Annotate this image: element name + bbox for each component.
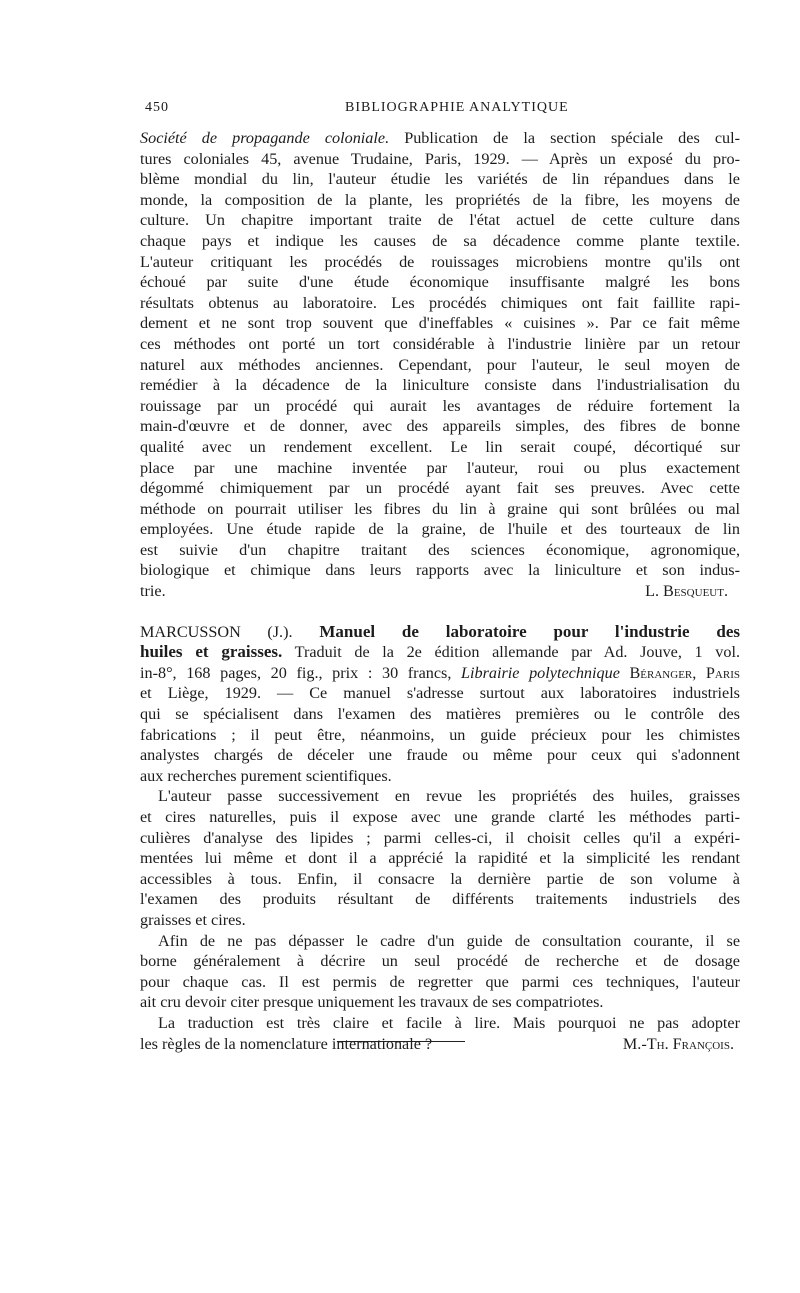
review-line: biologique et chimique dans leurs rapports avec la liniculture et son indus- bbox=[140, 561, 740, 580]
review-line: qualité avec un rendement excellent. Le lin serait coupé, décortiqué sur bbox=[140, 437, 740, 456]
review-line: Afin de ne pas dépasser le cadre d'un guide de consultation courante, il se bbox=[158, 931, 740, 950]
review-line: place par une machine inventée par l'auteur, roui ou plus exactement bbox=[140, 458, 740, 477]
review-line: aux recherches purement scientifiques. bbox=[140, 766, 392, 785]
review-line: accessibles à tous. Enfin, il consacre la dernière partie de son volume à bbox=[140, 869, 740, 888]
review-line: rouissage par un procédé qui aurait les avantages de réduire fortement la bbox=[140, 396, 740, 415]
review-heading-line bbox=[140, 622, 740, 643]
review-line: La traduction est très claire et facile à lire. Mais pourquoi ne pas adopter bbox=[158, 1013, 740, 1032]
review-line: l'examen des produits résultant de différents traitements industriels des bbox=[140, 890, 740, 909]
review-marcusson bbox=[140, 622, 740, 1054]
review-line: blème mondial du lin, l'auteur étudie les variétés de lin répandues dans le bbox=[140, 170, 740, 189]
author-name: MARCUSSON (J.). bbox=[140, 622, 293, 641]
review-line: culières d'analyse des lipides ; parmi celles-ci, il choisit celles qu'il a expéri- bbox=[140, 828, 740, 847]
book-title: Manuel de laboratoire pour l'industrie des bbox=[292, 621, 740, 641]
review-line: est suivie d'un chapitre traitant des sciences économique, agronomique, bbox=[140, 540, 740, 559]
section-divider bbox=[337, 1041, 465, 1042]
review-line: L'auteur passe successivement en revue les propriétés des huiles, graisses bbox=[158, 787, 740, 806]
review-line: culture. Un chapitre important traite de l'état actuel de cette culture dans bbox=[140, 211, 740, 230]
review-linen bbox=[140, 128, 740, 602]
reviewer-signature: M.-Th. François. bbox=[622, 1034, 734, 1053]
page-number: 450 bbox=[145, 100, 169, 115]
review-line: pour chaque cas. Il est permis de regretter que parmi ces techniques, l'auteur bbox=[140, 972, 740, 991]
review-line: L'auteur critiquant les procédés de rouissages microbiens montre qu'ils ont bbox=[140, 252, 740, 271]
review-line: tures coloniales 45, avenue Trudaine, Paris, 1929. — Après un exposé du pro- bbox=[140, 149, 740, 168]
review-line: dement et ne sont trop souvent que d'ineffables « cuisines ». Par ce fait même bbox=[140, 314, 740, 333]
review-heading-line: huiles et graisses. Traduit de la 2e édition allemande par Ad. Jouve, 1 vol. bbox=[140, 642, 740, 662]
review-line: et cires naturelles, puis il expose avec une grande clarté les méthodes parti- bbox=[140, 808, 740, 826]
review-line: fabrications ; il peut être, néanmoins, un guide précieux pour les chimistes bbox=[140, 725, 740, 744]
running-head bbox=[145, 100, 705, 124]
signature-row bbox=[140, 581, 740, 602]
review-line: borne généralement à décrire un seul procédé de recherche et de dosage bbox=[140, 952, 740, 971]
review-line: et Liège, 1929. — Ce manuel s'adresse surtout aux laboratoires industriels bbox=[140, 684, 740, 703]
body-text bbox=[140, 128, 740, 1054]
review-line: qui se spécialisent dans l'examen des matières premières ou le contrôle des bbox=[140, 705, 740, 724]
review-line: dégommé chimiquement par un procédé ayant fait ses preuves. Avec cette bbox=[140, 479, 740, 498]
signature-row bbox=[140, 1034, 740, 1055]
publisher-name: Société de propagande coloniale. bbox=[140, 129, 390, 147]
review-line: main-d'œuvre et de donner, avec des appareils simples, des fibres de bonne bbox=[140, 417, 740, 436]
review-line: échoué par suite d'une étude économique insuffisante malgré les bons bbox=[140, 273, 740, 292]
review-line: ait cru devoir citer presque uniquement les travaux de ses compatriotes. bbox=[140, 993, 604, 1012]
review-line: chaque pays et indique les causes de sa décadence comme plante textile. bbox=[140, 231, 740, 250]
review-line: Société de propagande coloniale. Publication de la section spéciale des cul- bbox=[140, 129, 740, 147]
review-line: employées. Une étude rapide de la graine, de l'huile et des tourteaux de lin bbox=[140, 520, 740, 539]
book-title-cont: huiles et graisses. bbox=[140, 642, 283, 662]
review-line: les règles de la nomenclature internationale ? bbox=[140, 1034, 433, 1053]
review-line: naturel aux méthodes anciennes. Cependant, pour l'auteur, le seul moyen de bbox=[140, 355, 740, 374]
review-line: résultats obtenus au laboratoire. Les procédés chimiques ont fait faillite rapi- bbox=[140, 293, 740, 312]
review-line: graisses et cires. bbox=[140, 910, 246, 929]
review-line: ces méthodes ont porté un tort considérable à l'industrie linière par un retour bbox=[140, 334, 740, 353]
reviewer-signature: L. Besqueut. bbox=[645, 582, 728, 601]
review-line: remédier à la décadence de la liniculture consiste dans l'industrialisation du bbox=[140, 376, 740, 395]
review-line: trie. bbox=[140, 582, 166, 601]
review-line: méthode on pourrait utiliser les fibres du lin à graine qui sont brûlées ou mal bbox=[140, 499, 740, 518]
publisher-name: Librairie polytechnique bbox=[461, 663, 620, 682]
running-title: BIBLIOGRAPHIE ANALYTIQUE bbox=[345, 100, 569, 115]
review-line: mentées lui même et dont il a apprécié la rapidité et la simplicité les rendant bbox=[140, 849, 740, 868]
review-line: in-8°, 168 pages, 20 fig., prix : 30 francs, Librairie polytechnique Béranger, Paris bbox=[140, 663, 740, 682]
review-line: monde, la composition de la plante, les propriétés de la fibre, les moyens de bbox=[140, 190, 740, 209]
review-line: analystes chargés de déceler une fraude ou même pour ceux qui s'adonnent bbox=[140, 746, 740, 765]
